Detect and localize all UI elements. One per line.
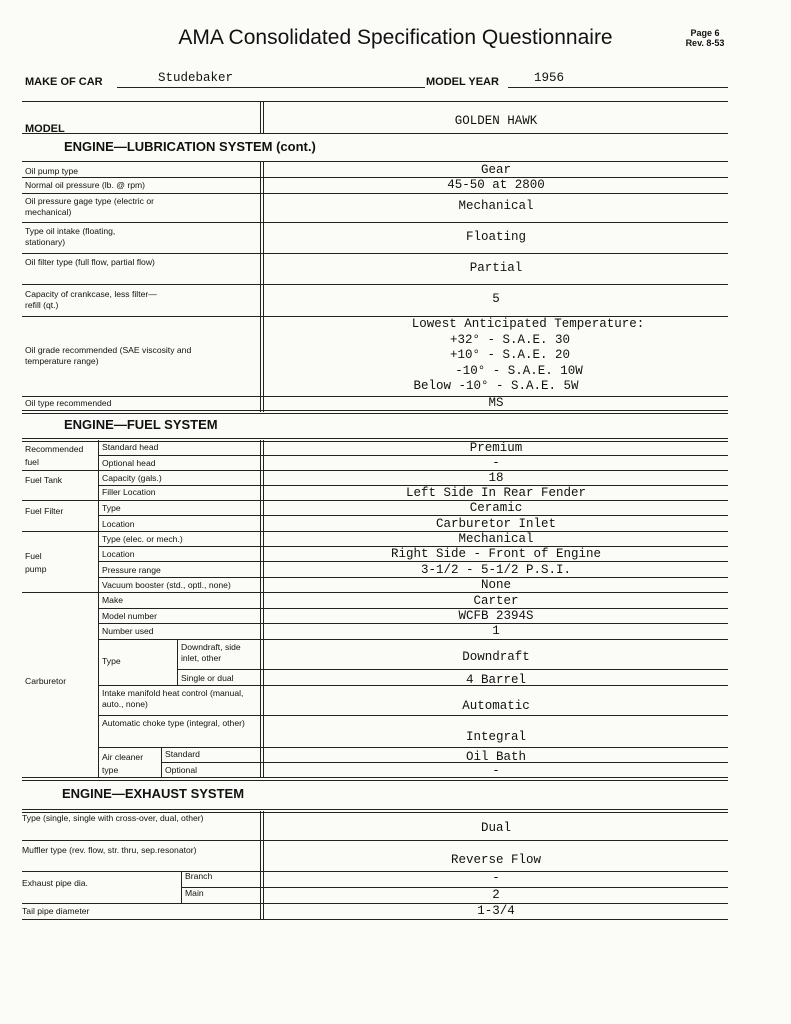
rule	[98, 685, 728, 686]
document-title: AMA Consolidated Specification Questionnaire	[178, 26, 613, 49]
crankcase-label: Capacity of crankcase, less filter—refill (qt.)	[25, 289, 157, 310]
filter-location-label: Location	[102, 519, 135, 529]
branch-value: -	[492, 871, 500, 885]
intake-value: Automatic	[462, 699, 530, 713]
rule	[177, 669, 728, 670]
oil-type-label: Oil type recommended	[25, 398, 112, 408]
air-cleaner-standard-label: Standard	[165, 749, 200, 759]
oil-pump-label: Oil pump type	[25, 166, 79, 176]
pressure-label: Pressure range	[102, 565, 161, 575]
oil-filter-value: Partial	[469, 261, 523, 275]
air-cleaner-label: Air cleaner type	[102, 752, 144, 775]
page-label: Page 6	[690, 28, 720, 38]
fuel-tank-label: Fuel Tank	[25, 475, 63, 485]
rule	[22, 222, 728, 223]
vacuum-label: Vacuum booster (std., optl., none)	[102, 580, 231, 590]
lubrication-heading: ENGINE—LUBRICATION SYSTEM (cont.)	[64, 139, 316, 154]
model-label: MODEL	[25, 123, 65, 135]
tail-pipe-label: Tail pipe diameter	[22, 906, 90, 916]
rule	[98, 715, 728, 716]
double-rule	[22, 777, 728, 781]
rule	[22, 101, 728, 102]
oil-intake-label: Type oil intake (floating, stationary)	[25, 226, 116, 247]
filter-type-label: Type	[102, 503, 121, 513]
oil-pressure-value: 45-50 at 2800	[447, 178, 545, 192]
page-number	[660, 28, 750, 48]
crankcase-value: 5	[492, 292, 500, 306]
make-label: MAKE OF CAR	[25, 76, 103, 88]
oil-gage-label: Oil pressure gage type (electric or mechanical)	[25, 196, 154, 217]
filter-location-value: Carburetor Inlet	[435, 517, 557, 531]
rule	[98, 515, 728, 516]
choke-label: Automatic choke type (integral, other)	[102, 718, 245, 728]
oil-pressure-label: Normal oil pressure (lb. @ rpm)	[25, 180, 145, 190]
rule	[98, 639, 728, 640]
standard-head-value: Premium	[469, 441, 523, 455]
oil-grade-values	[264, 317, 728, 395]
muffler-value: Reverse Flow	[450, 853, 541, 867]
optional-head-value: -	[492, 456, 500, 470]
fuel-group-divider	[98, 440, 99, 592]
pump-type-label: Type (elec. or mech.)	[102, 534, 183, 544]
pump-type-value: Mechanical	[458, 532, 534, 546]
air-cleaner-standard-value: Oil Bath	[465, 750, 526, 764]
carb-type-divider	[177, 639, 178, 685]
air-cleaner-optional-value: -	[492, 764, 500, 778]
capacity-value: 18	[488, 471, 504, 485]
choke-value: Integral	[465, 730, 526, 744]
oil-grade-line: Lowest Anticipated Temperature:	[411, 317, 645, 331]
fuel-heading: ENGINE—FUEL SYSTEM	[64, 417, 218, 432]
number-used-label: Number used	[102, 626, 154, 636]
carb-type-label: Type	[102, 656, 121, 666]
recommended-fuel-label: Recommended fuel	[25, 444, 84, 467]
year-underline	[508, 87, 728, 88]
oil-grade-line: +10° - S.A.E. 20	[449, 348, 571, 362]
rule	[22, 193, 728, 194]
filler-label: Filler Location	[102, 487, 156, 497]
pump-location-value: Right Side - Front of Engine	[390, 547, 602, 561]
rule	[22, 592, 728, 593]
oil-type-value: MS	[488, 396, 504, 410]
branch-label: Branch	[185, 871, 213, 881]
single-dual-value: 4 Barrel	[465, 673, 526, 687]
carb-model-value: WCFB 2394S	[458, 609, 534, 623]
vacuum-value: None	[480, 578, 511, 592]
rule	[22, 284, 728, 285]
rule	[22, 840, 728, 841]
rule	[161, 762, 728, 763]
model-value: GOLDEN HAWK	[454, 114, 538, 128]
rule	[22, 133, 728, 134]
make-value: Studebaker	[158, 71, 234, 85]
capacity-label: Capacity (gals.)	[102, 473, 162, 483]
oil-pump-value: Gear	[480, 163, 511, 177]
optional-head-label: Optional head	[102, 458, 156, 468]
downdraft-label: Downdraft, side inlet, other	[181, 642, 241, 663]
double-rule	[22, 410, 728, 414]
oil-intake-value: Floating	[465, 230, 526, 244]
fuel-filter-label: Fuel Filter	[25, 506, 64, 516]
rule	[98, 561, 728, 562]
tail-pipe-value: 1-3/4	[477, 904, 515, 918]
year-label: MODEL YEAR	[426, 76, 499, 88]
year-value: 1956	[534, 71, 565, 85]
main-label: Main	[185, 888, 204, 898]
standard-head-label: Standard head	[102, 442, 159, 452]
oil-grade-label: Oil grade recommended (SAE viscosity and temperature range)	[25, 345, 192, 366]
intake-label: Intake manifold heat control (manual, auto., none)	[102, 688, 244, 709]
pressure-value: 3-1/2 - 5-1/2 P.S.I.	[420, 563, 572, 577]
filler-value: Left Side In Rear Fender	[405, 486, 587, 500]
single-dual-label: Single or dual	[181, 673, 234, 683]
oil-grade-line: +32° - S.A.E. 30	[449, 332, 571, 347]
carb-make-value: Carter	[473, 594, 519, 608]
carb-make-label: Make	[102, 595, 124, 605]
carb-model-label: Model number	[102, 611, 157, 621]
revision-label: Rev. 8-53	[685, 38, 725, 48]
oil-grade-line: Below -10° - S.A.E. 5W	[413, 379, 579, 393]
number-used-value: 1	[492, 624, 500, 638]
fuel-pump-label: Fuel pump	[25, 551, 47, 574]
exhaust-type-label: Type (single, single with cross-over, dual, other)	[22, 813, 204, 823]
rule	[98, 747, 728, 748]
main-value: 2	[492, 888, 500, 902]
rule	[22, 919, 728, 920]
downdraft-value: Downdraft	[462, 650, 530, 664]
rule	[22, 253, 728, 254]
oil-grade-line: -10° - S.A.E. 10W	[455, 363, 583, 378]
muffler-label: Muffler type (rev. flow, str. thru, sep.resonator)	[22, 845, 197, 855]
carburetor-label: Carburetor	[25, 676, 67, 686]
exhaust-type-value: Dual	[480, 821, 511, 835]
rule	[22, 161, 728, 162]
exhaust-pipe-label: Exhaust pipe dia.	[22, 878, 88, 888]
exhaust-heading: ENGINE—EXHAUST SYSTEM	[62, 786, 245, 801]
pump-location-label: Location	[102, 549, 135, 559]
air-cleaner-optional-label: Optional	[165, 765, 198, 775]
make-underline	[117, 87, 425, 88]
oil-filter-label: Oil filter type (full flow, partial flow)	[25, 257, 155, 267]
oil-gage-value: Mechanical	[458, 199, 534, 213]
filter-type-value: Ceramic	[469, 501, 523, 515]
